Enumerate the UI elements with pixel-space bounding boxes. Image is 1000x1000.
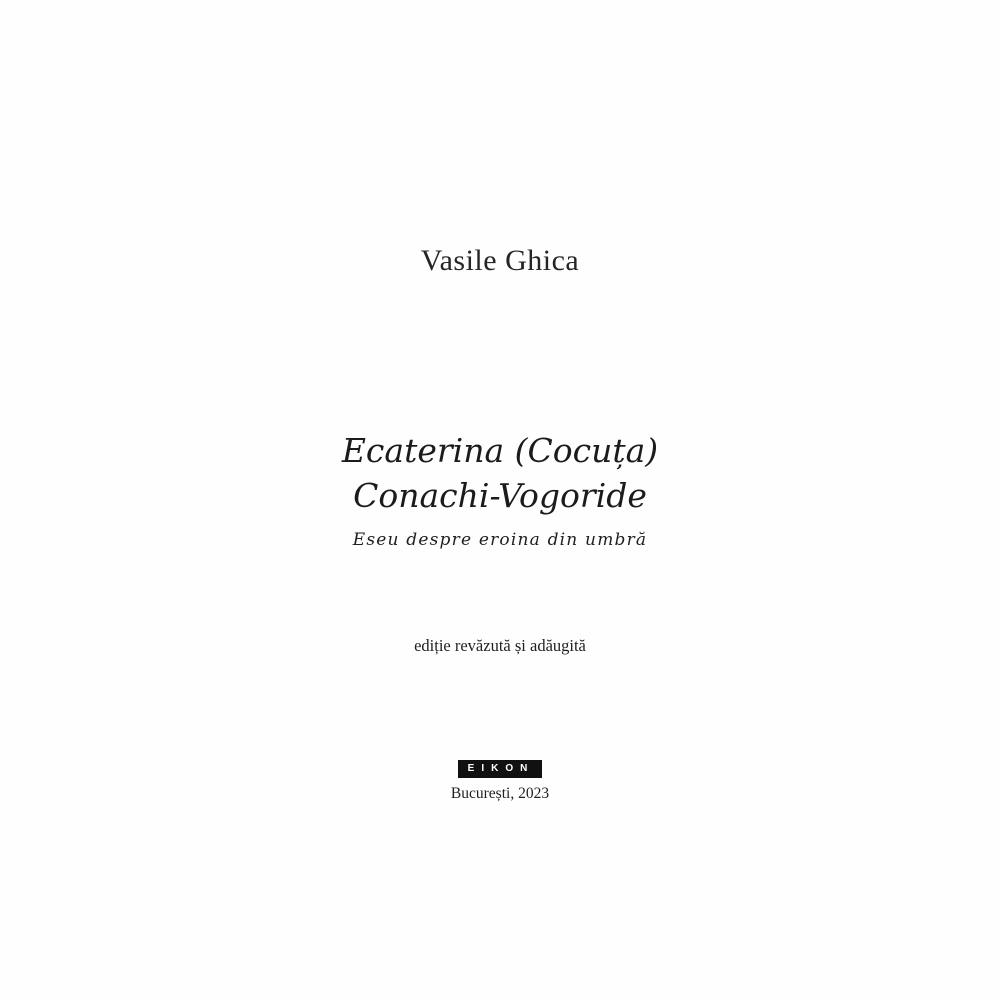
publisher-logo [458, 760, 543, 778]
publisher-imprint: București, 2023 [450, 785, 550, 802]
publisher-block [0, 758, 1000, 803]
logo-letter: N [520, 763, 533, 774]
edition-note: ediție revăzută și adăugită [414, 636, 586, 655]
title-block [0, 428, 1000, 550]
author-name: Vasile Ghica [420, 244, 580, 277]
book-title-line-1: Ecaterina (Cocuța) [341, 431, 659, 470]
book-title-line-2: Conachi-Vogoride [353, 476, 647, 515]
book-subtitle: Eseu despre eroina din umbră [352, 530, 648, 550]
logo-letter: K [491, 763, 504, 774]
logo-letter: I [481, 763, 490, 774]
logo-letter: O [505, 763, 519, 774]
logo-letter: E [467, 763, 480, 774]
